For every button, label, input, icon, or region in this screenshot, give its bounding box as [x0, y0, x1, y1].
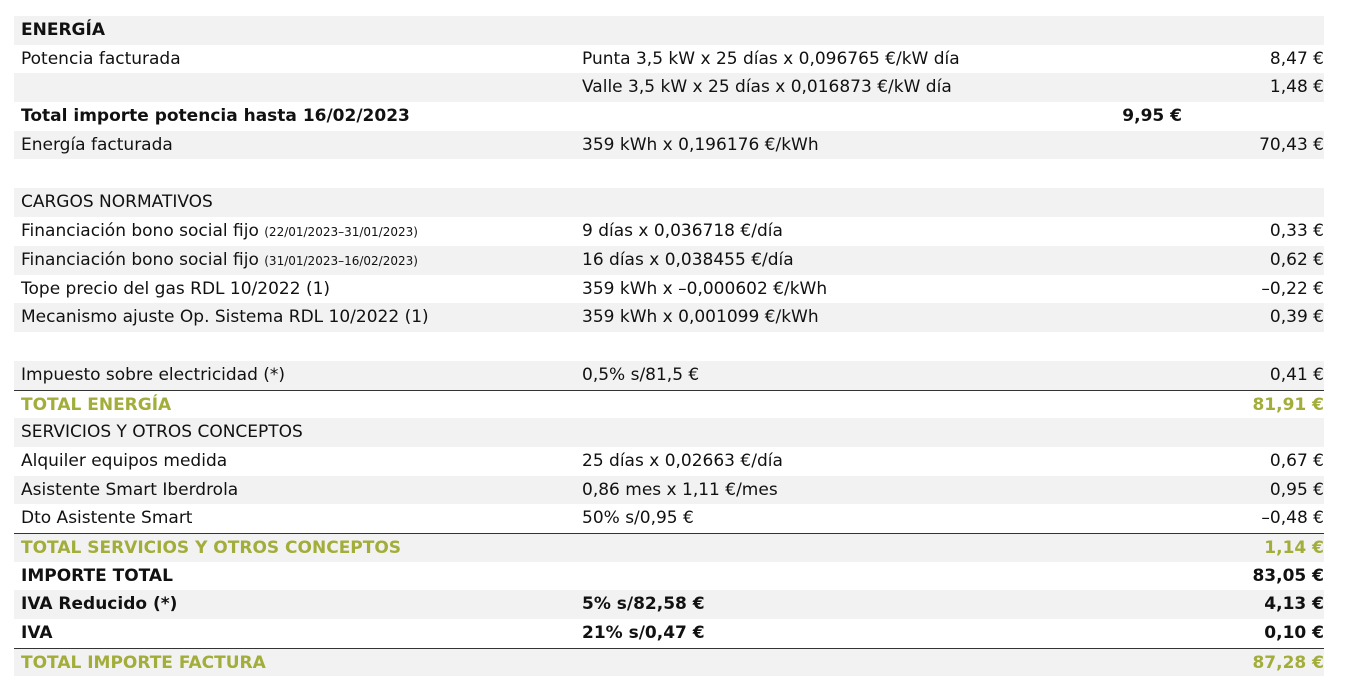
cargo-row	[14, 303, 1324, 332]
punta-amount: 8,47 €	[1269, 48, 1324, 69]
cargo-detail: 359 kWh x 0,001099 €/kWh	[582, 307, 819, 328]
importe-total-label: IMPORTE TOTAL	[21, 565, 173, 586]
cargo-detail: 9 días x 0,036718 €/día	[582, 221, 783, 242]
total-factura-row	[14, 648, 1324, 677]
cargos-heading-row	[14, 188, 1324, 217]
cargo-amount: 0,62 €	[1269, 249, 1324, 270]
potencia-valle-row	[14, 73, 1324, 102]
cargo-detail: 359 kWh x –0,000602 €/kWh	[582, 278, 828, 299]
energia-facturada-label: Energía facturada	[21, 134, 173, 155]
total-factura-label: TOTAL IMPORTE FACTURA	[21, 652, 266, 673]
servicio-row	[14, 476, 1324, 505]
iva-reducido-amount: 4,13 €	[1264, 594, 1324, 615]
servicio-label: Asistente Smart Iberdrola	[21, 479, 239, 500]
cargo-amount: –0,22 €	[1261, 278, 1324, 299]
servicio-row	[14, 447, 1324, 476]
servicio-amount: –0,48 €	[1261, 508, 1324, 529]
valle-detail: Valle 3,5 kW x 25 días x 0,016873 €/kW día	[582, 77, 952, 98]
punta-detail: Punta 3,5 kW x 25 días x 0,096765 €/kW día	[582, 48, 960, 69]
total-factura-amount: 87,28 €	[1252, 652, 1324, 673]
cargo-amount: 0,39 €	[1269, 307, 1324, 328]
servicios-heading-row	[14, 418, 1324, 447]
energia-heading: ENERGÍA	[21, 20, 105, 40]
energia-facturada-amount: 70,43 €	[1259, 134, 1324, 155]
servicios-heading: SERVICIOS Y OTROS CONCEPTOS	[21, 422, 303, 443]
cargo-label: Tope precio del gas RDL 10/2022 (1)	[21, 278, 331, 299]
total-potencia-amount: 9,95 €	[1122, 106, 1182, 127]
servicio-detail: 25 días x 0,02663 €/día	[582, 450, 783, 471]
energia-facturada-row	[14, 131, 1324, 160]
total-energia-row	[14, 390, 1324, 419]
cargo-detail: 16 días x 0,038455 €/día	[582, 249, 794, 270]
servicio-amount: 0,95 €	[1269, 479, 1324, 500]
cargo-label: Mecanismo ajuste Op. Sistema RDL 10/2022 (1)	[21, 307, 429, 328]
impuesto-row	[14, 361, 1324, 390]
total-energia-amount: 81,91 €	[1252, 394, 1324, 415]
cargos-heading: CARGOS NORMATIVOS	[21, 192, 213, 213]
impuesto-label: Impuesto sobre electricidad (*)	[21, 364, 286, 385]
impuesto-amount: 0,41 €	[1269, 364, 1324, 385]
invoice-breakdown-table	[14, 16, 1324, 676]
total-servicios-label: TOTAL SERVICIOS Y OTROS CONCEPTOS	[21, 538, 402, 558]
iva-detail: 21% s/0,47 €	[582, 623, 705, 644]
total-potencia-row	[14, 102, 1324, 131]
cargo-amount: 0,33 €	[1269, 221, 1324, 242]
importe-total-row	[14, 562, 1324, 591]
cargo-period: (22/01/2023–31/01/2023)	[264, 225, 418, 240]
potencia-label: Potencia facturada	[21, 48, 181, 69]
energia-facturada-detail: 359 kWh x 0,196176 €/kWh	[582, 134, 819, 155]
servicio-amount: 0,67 €	[1269, 450, 1324, 471]
importe-total-amount: 83,05 €	[1252, 565, 1324, 586]
cargo-label: Financiación bono social fijo (22/01/2023–31/01/2023)	[21, 221, 418, 242]
iva-row	[14, 619, 1324, 648]
iva-reducido-detail: 5% s/82,58 €	[582, 594, 705, 615]
total-potencia-label: Total importe potencia hasta 16/02/2023	[21, 106, 410, 127]
servicio-detail: 50% s/0,95 €	[582, 508, 694, 529]
servicio-detail: 0,86 mes x 1,11 €/mes	[582, 479, 778, 500]
valle-amount: 1,48 €	[1269, 77, 1324, 98]
servicio-row	[14, 504, 1324, 533]
cargo-period: (31/01/2023–16/02/2023)	[264, 253, 418, 268]
iva-reducido-row	[14, 590, 1324, 619]
iva-amount: 0,10 €	[1264, 623, 1324, 644]
servicio-label: Alquiler equipos medida	[21, 450, 228, 471]
iva-reducido-label: IVA Reducido (*)	[21, 594, 178, 615]
energia-heading-row	[14, 16, 1324, 45]
impuesto-detail: 0,5% s/81,5 €	[582, 364, 700, 385]
spacer-row	[14, 332, 1324, 361]
cargo-row	[14, 217, 1324, 246]
cargo-label: Financiación bono social fijo (31/01/2023–16/02/2023)	[21, 249, 418, 270]
potencia-punta-row	[14, 45, 1324, 74]
total-servicios-amount: 1,14 €	[1264, 538, 1324, 558]
cargo-row	[14, 246, 1324, 275]
spacer-row	[14, 159, 1324, 188]
iva-label: IVA	[21, 623, 53, 644]
servicio-label: Dto Asistente Smart	[21, 508, 193, 529]
total-energia-label: TOTAL ENERGÍA	[21, 394, 172, 415]
cargo-row	[14, 275, 1324, 304]
total-servicios-row	[14, 533, 1324, 562]
